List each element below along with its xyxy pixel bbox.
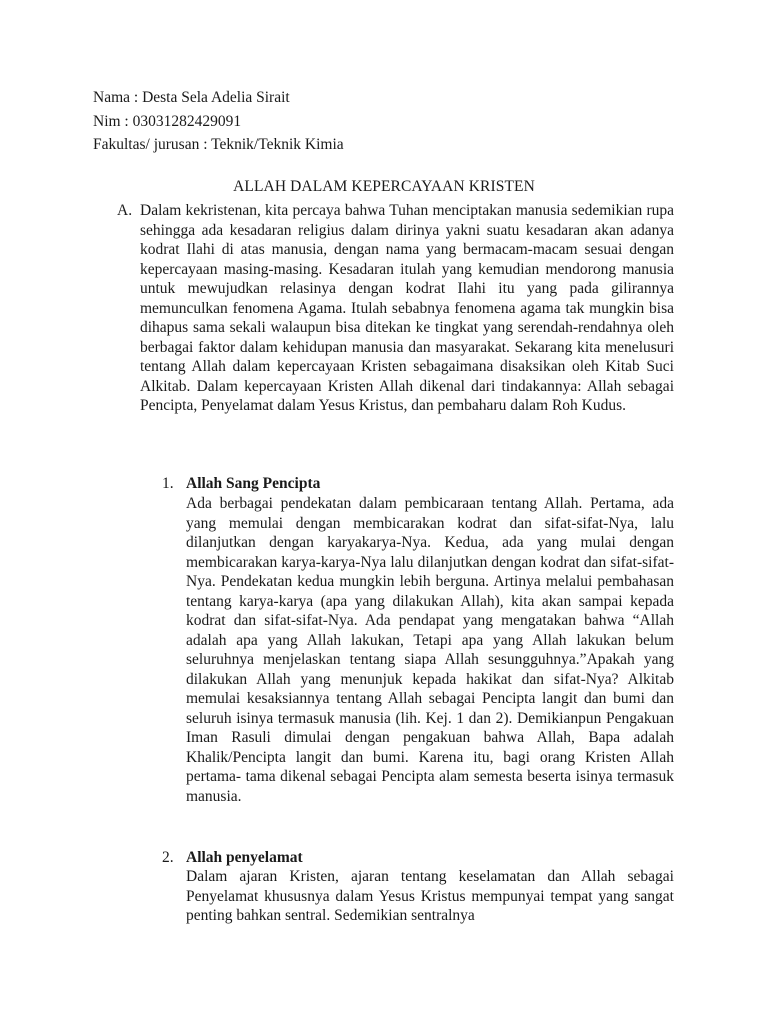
document-title: ALLAH DALAM KEPERCAYAAN KRISTEN (233, 178, 535, 195)
faculty-line: Fakultas/ jurusan : Teknik/Teknik Kimia (93, 136, 344, 153)
item-1-number: 1. (162, 475, 174, 492)
item-2-number: 2. (162, 849, 174, 866)
student-nim-line: Nim : 03031282429091 (93, 113, 242, 130)
section-a-marker: A. (117, 202, 133, 219)
item-1-heading: Allah Sang Pencipta (186, 475, 321, 492)
item-1-paragraph: Ada berbagai pendekatan dalam pembicaraan tentang Allah. Pertama, ada yang memulai dengan membicarakan kodrat dan sifat-sifat-Nya, lalu dilanjutkan dengan karyakarya-Nya. Kedua, ada yang mulai dengan membicarakan karya-karya-Nya lalu dilanjutkan dengan kodrat dan sifat-sifat-Nya. Pendekatan kedua mungkin lebih berguna. Artinya melalui pembahasan tentang karya-karya (apa yang dilakukan Allah), kita akan sampai kepada kodrat dan sifat-sifat-Nya. Ada pendapat yang mengatakan bahwa “Allah adalah apa yang Allah lakukan, Tetapi apa yang Allah lakukan belum seluruhnya menjelaskan tentang siapa Allah sesungguhnya.”Apakah yang dilakukan Allah yang menunjuk kepada hakikat dan sifat-Nya? Alkitab memulai kesaksiannya tentang Allah sebagai Pencipta langit dan bumi dan seluruh isinya termasuk manusia (lih. Kej. 1 dan 2). Demikianpun Pengakuan Iman Rasuli dimulai dengan pengakuan bahwa Allah, Bapa adalah Khalik/Pencipta langit dan bumi. Karena itu, bagi orang Kristen Allah pertama- tama dikenal sebagai Pencipta alam semesta beserta isinya termasuk manusia. (186, 495, 674, 805)
student-name-line: Nama : Desta Sela Adelia Sirait (93, 89, 290, 106)
item-2-heading: Allah penyelamat (186, 849, 303, 866)
item-2-paragraph: Dalam ajaran Kristen, ajaran tentang keselamatan dan Allah sebagai Penyelamat khususnya dalam Yesus Kristus mempunyai tempat yang sangat penting bahkan sentral. Sedemikian sentralnya (186, 868, 674, 924)
section-a-paragraph: Dalam kekristenan, kita percaya bahwa Tuhan menciptakan manusia sedemikian rupa sehingga ada kesadaran religius dalam dirinya yakni suatu kesadaran akan adanya kodrat Ilahi di atas manusia, dengan nama yang bermacam-macam sesuai dengan kepercayaan masing-masing. Kesadaran itulah yang kemudian mendorong manusia untuk mewujudkan relasinya dengan kodrat Ilahi itu yang pada gilirannya memunculkan fenomena Agama. Itulah sebabnya fenomena agama tak mungkin bisa dihapus sama sekali walaupun bisa ditekan ke tingkat yang serendah-rendahnya oleh berbagai faktor dalam kehidupan manusia dan masyarakat. Sekarang kita menelusuri tentang Allah dalam kepercayaan Kristen sebagaimana disaksikan oleh Kitab Suci Alkitab. Dalam kepercayaan Kristen Allah dikenal dari tindakannya: Allah sebagai Pencipta, Penyelamat dalam Yesus Kristus, dan pembaharu dalam Roh Kudus. (140, 202, 674, 414)
